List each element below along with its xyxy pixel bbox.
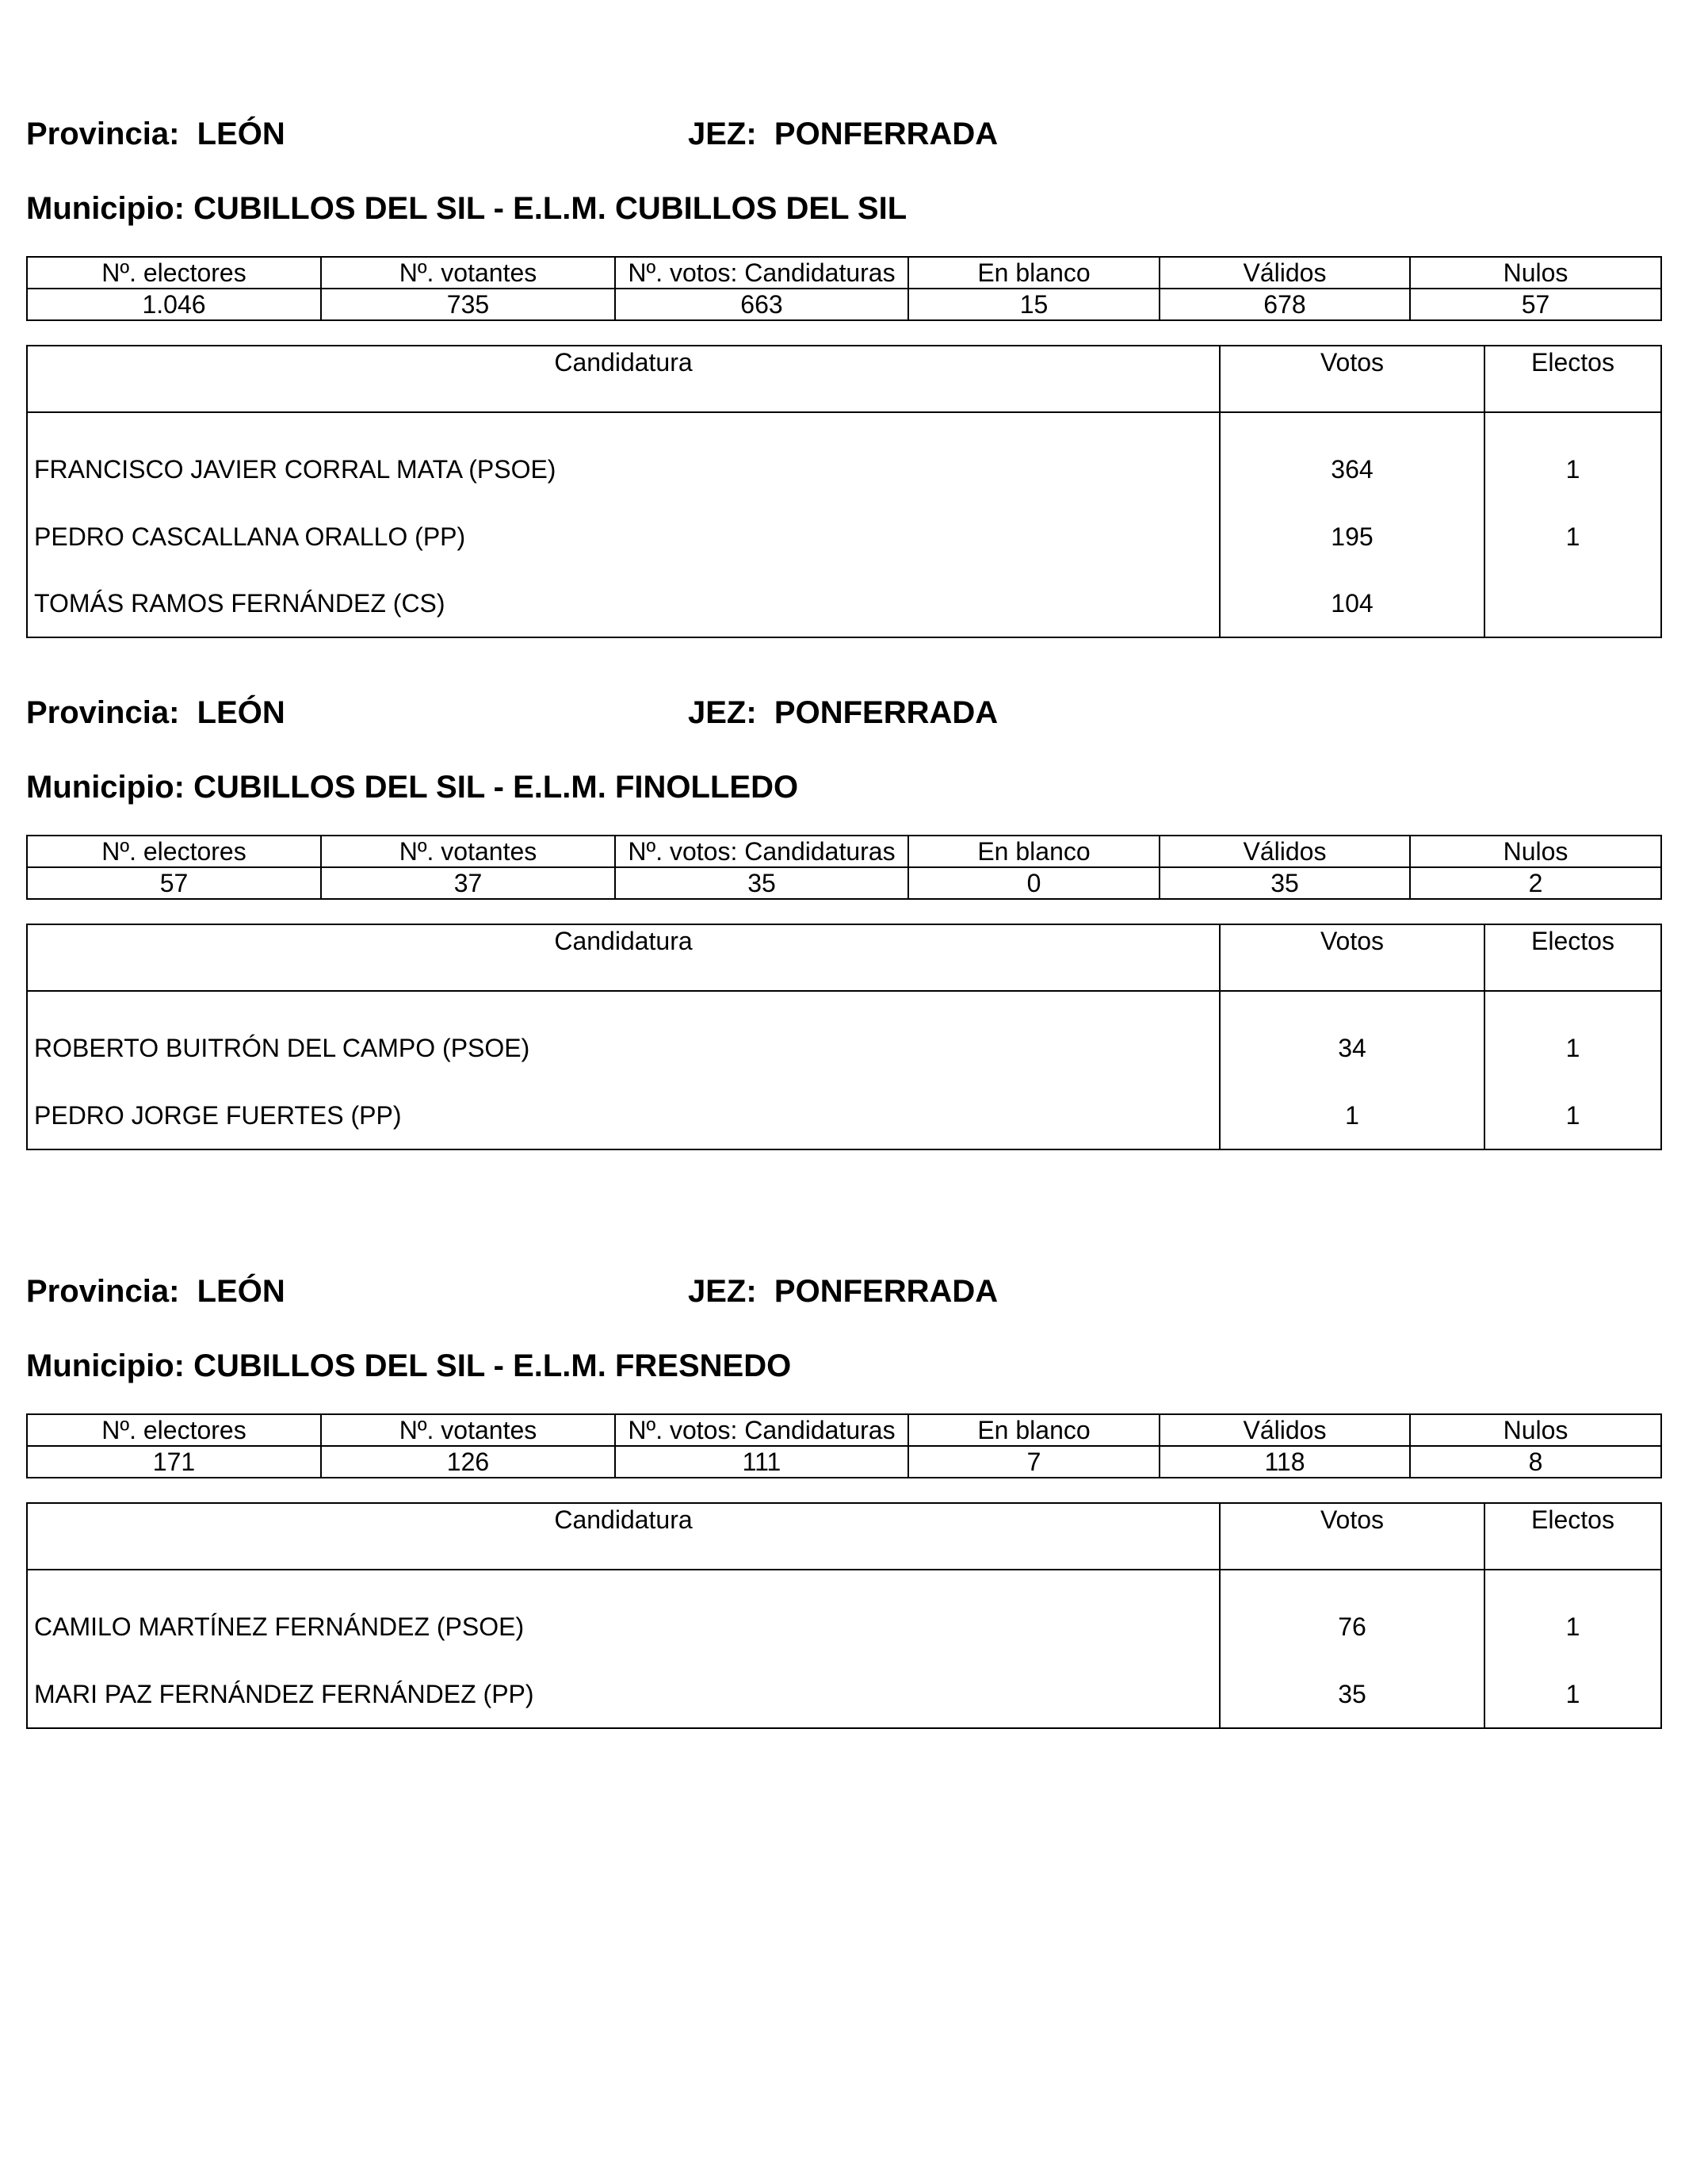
stats-value-votos-candidaturas: 35	[615, 867, 908, 899]
candidate-electos: 1	[1484, 1570, 1661, 1661]
candidate-votos: 35	[1220, 1661, 1484, 1728]
candidate-votos: 104	[1220, 570, 1484, 637]
stats-value-nulos: 57	[1410, 289, 1661, 320]
candidate-row	[27, 1570, 1661, 1661]
candidate-name: CAMILO MARTÍNEZ FERNÁNDEZ (PSOE)	[27, 1570, 1220, 1661]
candidates-table	[26, 345, 1662, 638]
candidates-header-row	[27, 1503, 1661, 1570]
stats-header-nulos: Nulos	[1410, 257, 1661, 289]
stats-value-votantes: 735	[321, 289, 615, 320]
stats-header-en-blanco: En blanco	[908, 836, 1160, 867]
candidates-header-row	[27, 346, 1661, 412]
stats-header-votos-candidaturas: Nº. votos: Candidaturas	[615, 257, 908, 289]
stats-header-en-blanco: En blanco	[908, 1414, 1160, 1446]
stats-value-nulos: 2	[1410, 867, 1661, 899]
candidate-votos: 76	[1220, 1570, 1484, 1661]
candidate-name: PEDRO CASCALLANA ORALLO (PP)	[27, 503, 1220, 570]
candidate-votos: 195	[1220, 503, 1484, 570]
stats-header-electores: Nº. electores	[27, 1414, 321, 1446]
candidate-electos: 1	[1484, 503, 1661, 570]
stats-header-electores: Nº. electores	[27, 257, 321, 289]
candidate-votos: 364	[1220, 412, 1484, 503]
stats-value-votos-candidaturas: 663	[615, 289, 908, 320]
header-electos: Electos	[1484, 1503, 1661, 1570]
stats-value-validos: 35	[1160, 867, 1410, 899]
stats-header-votantes: Nº. votantes	[321, 836, 615, 867]
stats-value-en-blanco: 7	[908, 1446, 1160, 1478]
header-electos: Electos	[1484, 346, 1661, 412]
header-candidatura: Candidatura	[27, 1503, 1220, 1570]
stats-value-row	[27, 867, 1661, 899]
stats-header-nulos: Nulos	[1410, 1414, 1661, 1446]
stats-value-validos: 678	[1160, 289, 1410, 320]
stats-value-en-blanco: 15	[908, 289, 1160, 320]
candidate-votos: 1	[1220, 1082, 1484, 1149]
stats-table	[26, 1413, 1662, 1478]
candidate-row	[27, 991, 1661, 1082]
stats-value-row	[27, 289, 1661, 320]
candidate-electos: 1	[1484, 1661, 1661, 1728]
candidate-row	[27, 570, 1661, 637]
header-candidatura: Candidatura	[27, 924, 1220, 991]
stats-header-validos: Válidos	[1160, 257, 1410, 289]
stats-table	[26, 835, 1662, 900]
stats-value-votantes: 126	[321, 1446, 615, 1478]
header-candidatura: Candidatura	[27, 346, 1220, 412]
stats-header-votantes: Nº. votantes	[321, 257, 615, 289]
header-votos: Votos	[1220, 924, 1484, 991]
stats-header-validos: Válidos	[1160, 836, 1410, 867]
provincia-heading: Provincia: LEÓN	[26, 695, 285, 730]
stats-header-row	[27, 257, 1661, 289]
jez-heading: JEZ: PONFERRADA	[688, 1274, 999, 1309]
stats-value-validos: 118	[1160, 1446, 1410, 1478]
candidate-name: MARI PAZ FERNÁNDEZ FERNÁNDEZ (PP)	[27, 1661, 1220, 1728]
provincia-heading: Provincia: LEÓN	[26, 117, 285, 151]
stats-header-validos: Válidos	[1160, 1414, 1410, 1446]
stats-header-row	[27, 836, 1661, 867]
stats-value-votos-candidaturas: 111	[615, 1446, 908, 1478]
candidate-electos	[1484, 570, 1661, 637]
header-electos: Electos	[1484, 924, 1661, 991]
stats-header-electores: Nº. electores	[27, 836, 321, 867]
stats-value-nulos: 8	[1410, 1446, 1661, 1478]
candidate-name: ROBERTO BUITRÓN DEL CAMPO (PSOE)	[27, 991, 1220, 1082]
candidate-electos: 1	[1484, 991, 1661, 1082]
stats-header-votos-candidaturas: Nº. votos: Candidaturas	[615, 1414, 908, 1446]
candidate-name: TOMÁS RAMOS FERNÁNDEZ (CS)	[27, 570, 1220, 637]
stats-header-row	[27, 1414, 1661, 1446]
header-votos: Votos	[1220, 1503, 1484, 1570]
candidates-table	[26, 924, 1662, 1150]
candidate-name: FRANCISCO JAVIER CORRAL MATA (PSOE)	[27, 412, 1220, 503]
candidate-row	[27, 1661, 1661, 1728]
municipio-heading: Municipio: CUBILLOS DEL SIL - E.L.M. FRESNEDO	[26, 1348, 792, 1383]
stats-header-nulos: Nulos	[1410, 836, 1661, 867]
stats-value-electores: 57	[27, 867, 321, 899]
stats-header-en-blanco: En blanco	[908, 257, 1160, 289]
candidate-electos: 1	[1484, 1082, 1661, 1149]
candidate-name: PEDRO JORGE FUERTES (PP)	[27, 1082, 1220, 1149]
candidate-electos: 1	[1484, 412, 1661, 503]
stats-table	[26, 256, 1662, 321]
stats-value-votantes: 37	[321, 867, 615, 899]
candidates-table	[26, 1502, 1662, 1729]
candidates-header-row	[27, 924, 1661, 991]
stats-value-electores: 171	[27, 1446, 321, 1478]
candidate-row	[27, 412, 1661, 503]
stats-header-votantes: Nº. votantes	[321, 1414, 615, 1446]
municipio-heading: Municipio: CUBILLOS DEL SIL - E.L.M. CUBILLOS DEL SIL	[26, 191, 907, 226]
municipio-heading: Municipio: CUBILLOS DEL SIL - E.L.M. FINOLLEDO	[26, 770, 799, 805]
stats-value-electores: 1.046	[27, 289, 321, 320]
provincia-heading: Provincia: LEÓN	[26, 1274, 285, 1309]
header-votos: Votos	[1220, 346, 1484, 412]
stats-value-en-blanco: 0	[908, 867, 1160, 899]
candidate-row	[27, 503, 1661, 570]
candidate-row	[27, 1082, 1661, 1149]
stats-header-votos-candidaturas: Nº. votos: Candidaturas	[615, 836, 908, 867]
stats-value-row	[27, 1446, 1661, 1478]
candidate-votos: 34	[1220, 991, 1484, 1082]
jez-heading: JEZ: PONFERRADA	[688, 695, 999, 730]
jez-heading: JEZ: PONFERRADA	[688, 117, 999, 151]
